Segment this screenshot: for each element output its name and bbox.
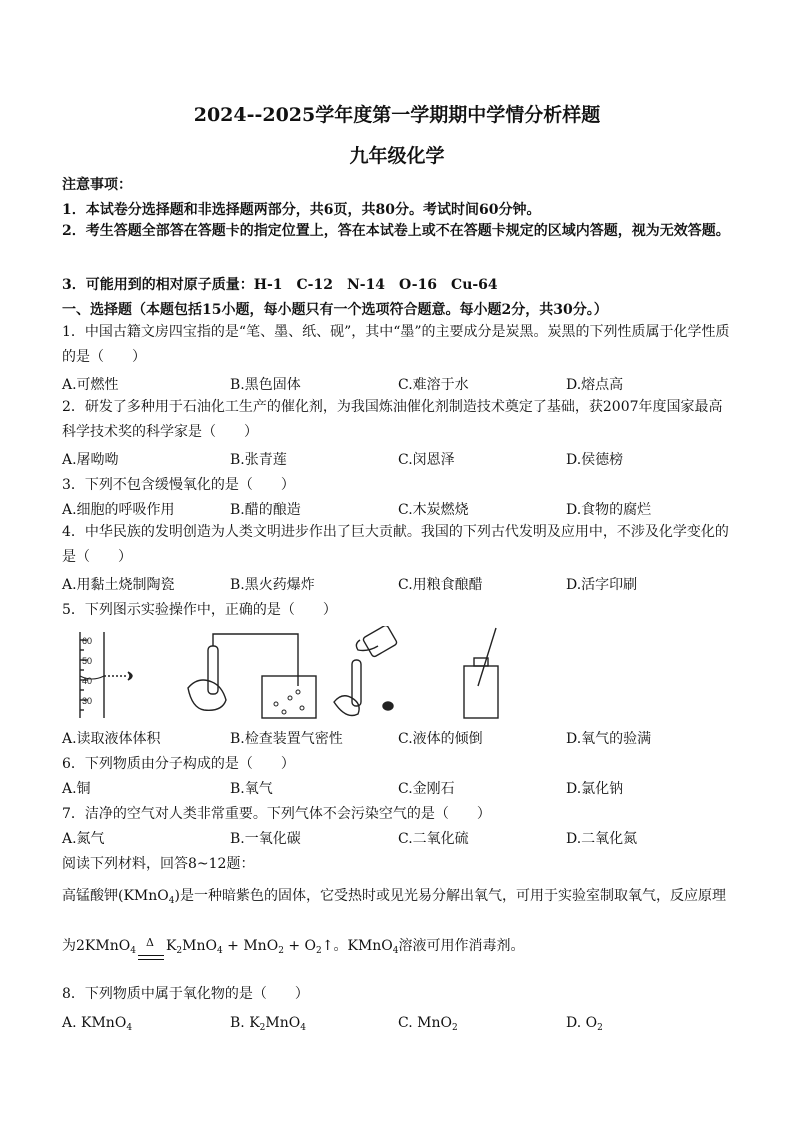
q2-option-b[interactable]: B.张青莲: [230, 452, 287, 468]
q7-option-c[interactable]: C.二氧化硫: [398, 831, 469, 847]
eq-sub-4b: 4: [216, 946, 223, 956]
question-8: 8．下列物质中属于氧化物的是（ ）: [62, 986, 309, 1002]
q4-option-a[interactable]: A.用黏土烧制陶瓷: [62, 577, 175, 593]
question-1: 1．中国古籍文房四宝指的是“笔、墨、纸、砚”，其中“墨”的主要成分是炭黑。炭黑的下列性质属于化学性质的是（ ）: [62, 324, 730, 365]
eq-up-arrow: ↑: [321, 938, 334, 954]
section-heading: 一、选择题（本题包括15小题，每小题只有一个选项符合题意。每小题2分，共30分。）: [62, 302, 608, 318]
q3-option-a[interactable]: A.细胞的呼吸作用: [62, 502, 175, 518]
note-2: 2．考生答题全部答在答题卡的指定位置上，答在本试卷上或不在答题卡规定的区域内答题，视为无效答题。: [62, 223, 730, 239]
q8-d-sub: 2: [597, 1023, 603, 1033]
q5-option-a[interactable]: A.读取液体体积: [62, 731, 161, 747]
eq-o2: + O: [283, 938, 317, 954]
q6-option-d[interactable]: D.氯化钠: [566, 781, 624, 797]
note-1: 1．本试卷分选择题和非选择题两部分，共6页，共80分。考试时间60分钟。: [62, 202, 541, 218]
q8-b-sub1: 2: [259, 1023, 266, 1033]
note-3: 3．可能用到的相对原子质量：H-1 C-12 N-14 O-16 Cu-64: [62, 277, 498, 293]
eq-sub-2c: 2: [316, 946, 322, 956]
q6-option-b[interactable]: B.氧气: [230, 781, 273, 797]
exam-subject: 九年级化学: [349, 145, 445, 167]
q5-option-c[interactable]: C.液体的倾倒: [398, 731, 483, 747]
eq-mno: MnO: [182, 938, 217, 954]
eq-mno2: + MnO: [222, 938, 279, 954]
eq-tail-2: 溶液可用作消毒剂。: [398, 938, 525, 954]
q2-option-c[interactable]: C.闵恩泽: [398, 452, 455, 468]
q4-option-c[interactable]: C.用粮食酿醋: [398, 577, 483, 593]
eq-prefix: 为2KMnO: [62, 938, 131, 954]
q6-option-a[interactable]: A.铜: [62, 781, 91, 797]
q8-a-sub: 4: [126, 1023, 133, 1033]
eq-sub-4a: 4: [130, 946, 136, 956]
q7-option-a[interactable]: A.氮气: [62, 831, 105, 847]
q3-option-d[interactable]: D.食物的腐烂: [566, 502, 652, 518]
q8-b-sub2: 4: [300, 1023, 306, 1033]
q7-option-b[interactable]: B.一氧化碳: [230, 831, 301, 847]
q4-option-b[interactable]: B.黑火药爆炸: [230, 577, 315, 593]
q8-b-mid: MnO: [265, 1015, 301, 1031]
q8-d-text: D. O: [566, 1015, 598, 1031]
reaction-equation: [62, 935, 525, 956]
q3-option-b[interactable]: B.醋的酿造: [230, 502, 301, 518]
eq-delta: Δ: [145, 936, 154, 949]
experiment-figure: [66, 626, 506, 722]
q8-option-d[interactable]: [566, 1015, 603, 1033]
q5-option-b[interactable]: B.检查装置气密性: [230, 731, 343, 747]
q2-option-a[interactable]: A.屠呦呦: [62, 452, 119, 468]
cylinder-tick-50: 50: [82, 656, 93, 666]
reading-intro: 阅读下列材料，回答8~12题：: [62, 856, 255, 872]
exam-title: 2024--2025学年度第一学期期中学情分析样题: [193, 104, 601, 126]
q6-option-c[interactable]: C.金刚石: [398, 781, 455, 797]
q5-option-d[interactable]: D.氧气的验满: [566, 731, 652, 747]
q1-option-c[interactable]: C.难溶于水: [398, 377, 469, 393]
question-4: 4．中华民族的发明创造为人类文明进步作出了巨大贡献。我国的下列古代发明及应用中，不涉及化学变化的是（ ）: [62, 524, 729, 565]
question-3: 3．下列不包含缓慢氧化的是（ ）: [62, 477, 295, 493]
oxygen-test-diagram: [464, 628, 498, 718]
question-6: 6．下列物质由分子构成的是（ ）: [62, 756, 295, 772]
airtightness-diagram: [188, 634, 316, 718]
cylinder-tick-30: 30: [82, 696, 93, 706]
q4-option-d[interactable]: D.活字印刷: [566, 577, 638, 593]
eq-double-line: [138, 955, 164, 960]
reading-paragraph: [62, 885, 726, 906]
reading-text-b: )是一种暗紫色的固体，它受热时或见光易分解出氧气，可用于实验室制取氧气，反应原理: [174, 888, 726, 904]
q3-option-c[interactable]: C.木炭燃烧: [398, 502, 469, 518]
reading-sub-4: 4: [168, 896, 175, 906]
q1-option-b[interactable]: B.黑色固体: [230, 377, 301, 393]
q8-option-b[interactable]: [230, 1015, 306, 1033]
question-7: 7．洁净的空气对人类非常重要。下列气体不会污染空气的是（ ）: [62, 806, 491, 822]
eq-sub-4c: 4: [392, 946, 399, 956]
reading-text-a: 高锰酸钾(KMnO: [62, 888, 169, 904]
q1-option-d[interactable]: D.熔点高: [566, 377, 624, 393]
question-5: 5．下列图示实验操作中，正确的是（ ）: [62, 602, 337, 618]
q8-b-text: B. K: [230, 1015, 260, 1031]
cylinder-tick-40: 40: [82, 676, 93, 686]
q8-c-text: C. MnO: [398, 1015, 452, 1031]
cylinder-tick-60: 60: [82, 636, 93, 646]
eq-k: K: [165, 938, 177, 954]
q2-option-d[interactable]: D.侯德榜: [566, 452, 624, 468]
question-2: 2．研发了多种用于石油化工生产的催化剂，为我国炼油催化剂制造技术奠定了基础，获2007年度国家最高科学技术奖的科学家是（ ）: [62, 399, 723, 440]
eq-sub-2a: 2: [176, 946, 183, 956]
q8-a-text: A. KMnO: [62, 1015, 127, 1031]
q7-option-d[interactable]: D.二氧化氮: [566, 831, 638, 847]
q8-option-c[interactable]: [398, 1015, 458, 1033]
q1-option-a[interactable]: A.可燃性: [62, 377, 119, 393]
eq-tail: 。KMnO: [333, 938, 393, 954]
q8-option-a[interactable]: [62, 1015, 132, 1033]
pouring-diagram: [334, 626, 398, 716]
eq-sub-2b: 2: [278, 946, 284, 956]
notes-heading: 注意事项：: [62, 177, 132, 193]
q8-c-sub: 2: [451, 1023, 458, 1033]
